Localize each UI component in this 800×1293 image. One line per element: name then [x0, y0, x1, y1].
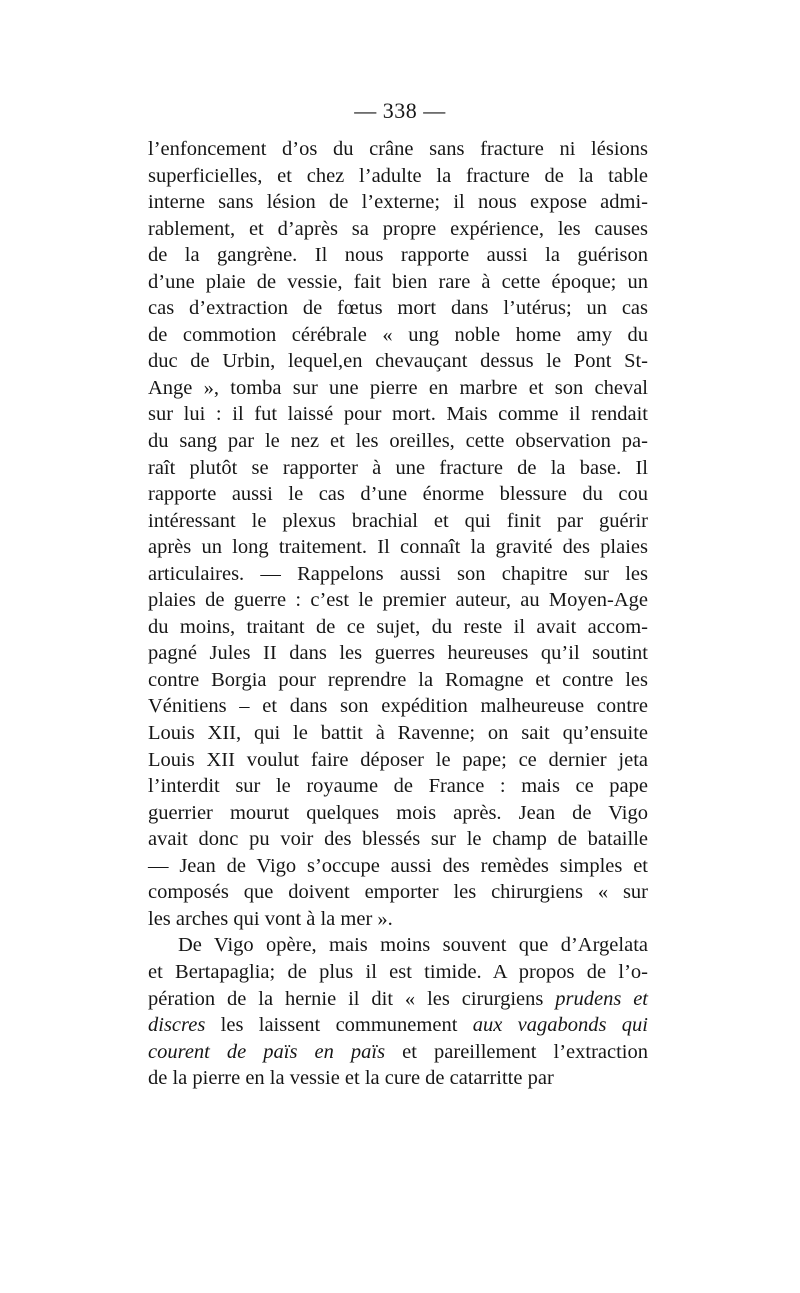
text-segment: les laissent communement: [205, 1014, 473, 1037]
body-text: [148, 136, 648, 1092]
text-segment: pération de la hernie il dit « les cirurgiens: [148, 987, 556, 1010]
text-segment: pagné Jules II dans les guerres heureuses qu’il soutint: [148, 642, 648, 665]
text-line: [148, 1065, 648, 1092]
text-line: [148, 693, 648, 720]
text-line: [148, 640, 648, 667]
text-line: [148, 136, 648, 163]
text-line: [148, 189, 648, 216]
text-segment: l’enfoncement d’os du crâne sans fracture ni lésions: [148, 138, 648, 160]
text-segment: après un long traitement. Il connaît la gravité des plaies: [148, 536, 648, 559]
text-line: [148, 375, 648, 402]
text-segment: raît plutôt se rapporter à une fracture de la base. Il: [148, 456, 648, 479]
text-segment: Vénitiens – et dans son expédition malheureuse contre: [148, 695, 648, 718]
text-segment: cas d’extraction de fœtus mort dans l’utérus; un cas: [148, 297, 648, 320]
text-segment: plaies de guerre : c’est le premier auteur, au Moyen-Age: [148, 589, 648, 612]
text-segment: intéressant le plexus brachial et qui finit par guérir: [148, 509, 648, 532]
text-line: [148, 906, 648, 933]
text-segment: du moins, traitant de ce sujet, du reste il avait accom-: [148, 615, 648, 638]
text-segment: articulaires. — Rappelons aussi son chapitre sur les: [148, 562, 648, 585]
text-segment: Louis XII, qui le battit à Ravenne; on sait qu’ensuite: [148, 722, 648, 745]
text-line: [148, 455, 648, 482]
text-line: [148, 614, 648, 641]
text-line: [148, 481, 648, 508]
page-number: — 338 —: [354, 98, 446, 123]
text-line: [148, 800, 648, 827]
text-segment: et pareillement l’extraction: [385, 1040, 649, 1063]
text-line: [148, 773, 648, 800]
text-segment: de la pierre en la vessie et la cure de catarritte par: [148, 1067, 554, 1090]
text-segment: superficielles, et chez l’adulte la fracture de la table: [148, 164, 648, 187]
italic-text-segment: prudens et: [555, 987, 648, 1010]
text-line: [148, 853, 648, 880]
text-line: [148, 534, 648, 561]
text-segment: de commotion cérébrale « ung noble home amy du: [148, 323, 648, 346]
italic-text-segment: discres: [148, 1014, 206, 1037]
italic-text-segment: aux vagabonds qui: [472, 1014, 649, 1037]
text-line: [148, 322, 648, 349]
text-segment: interne sans lésion de l’externe; il nous expose admi-: [148, 191, 648, 214]
text-segment: et Bertapaglia; de plus il est timide. A propos de l’o-: [148, 960, 648, 983]
text-line: [148, 667, 648, 694]
text-line: [148, 348, 648, 375]
text-segment: composés que doivent emporter les chirurgiens « sur: [148, 881, 648, 904]
text-segment: du sang par le nez et les oreilles, cette observation pa-: [148, 430, 648, 453]
text-segment: contre Borgia pour reprendre la Romagne et contre les: [148, 668, 648, 691]
text-segment: De Vigo opère, mais moins souvent que d’Argelata: [178, 934, 648, 957]
text-segment: d’une plaie de vessie, fait bien rare à cette époque; un: [148, 270, 648, 293]
text-line: [148, 561, 648, 588]
text-segment: guerrier mourut quelques mois après. Jean de Vigo: [148, 801, 648, 824]
text-line: [148, 401, 648, 428]
text-line: [148, 242, 648, 269]
text-line: [148, 720, 648, 747]
text-line: [148, 1012, 648, 1039]
text-line: [148, 959, 648, 986]
text-segment: duc de Urbin, lequel,en chevauçant dessus le Pont St-: [148, 350, 648, 373]
text-segment: sur lui : il fut laissé pour mort. Mais comme il rendait: [148, 403, 648, 426]
text-segment: avait donc pu voir des blessés sur le champ de bataille: [148, 828, 648, 851]
text-segment: rapporte aussi le cas d’une énorme blessure du cou: [148, 483, 648, 506]
text-segment: Louis XII voulut faire déposer le pape; ce dernier jeta: [148, 748, 648, 771]
text-segment: Ange », tomba sur une pierre en marbre et son cheval: [148, 376, 648, 399]
text-line: [148, 879, 648, 906]
text-line: [148, 508, 648, 535]
text-line: [148, 295, 648, 322]
text-segment: l’interdit sur le royaume de France : mais ce pape: [148, 775, 648, 798]
text-segment: les arches qui vont à la mer ».: [148, 907, 393, 930]
text-segment: — Jean de Vigo s’occupe aussi des remèdes simples et: [148, 854, 648, 877]
text-line: [148, 747, 648, 774]
text-segment: rablement, et d’après sa propre expérience, les causes: [148, 217, 648, 240]
italic-text-segment: courent de païs en païs: [148, 1040, 386, 1063]
text-line: [148, 216, 648, 243]
text-line: [148, 587, 648, 614]
text-line: [148, 269, 648, 296]
text-segment: de la gangrène. Il nous rapporte aussi la guérison: [148, 244, 648, 267]
text-line: [148, 428, 648, 455]
text-line: [148, 986, 648, 1013]
text-line: [148, 932, 648, 959]
text-line: [148, 826, 648, 853]
text-line: [148, 163, 648, 190]
text-line: [148, 1039, 648, 1066]
